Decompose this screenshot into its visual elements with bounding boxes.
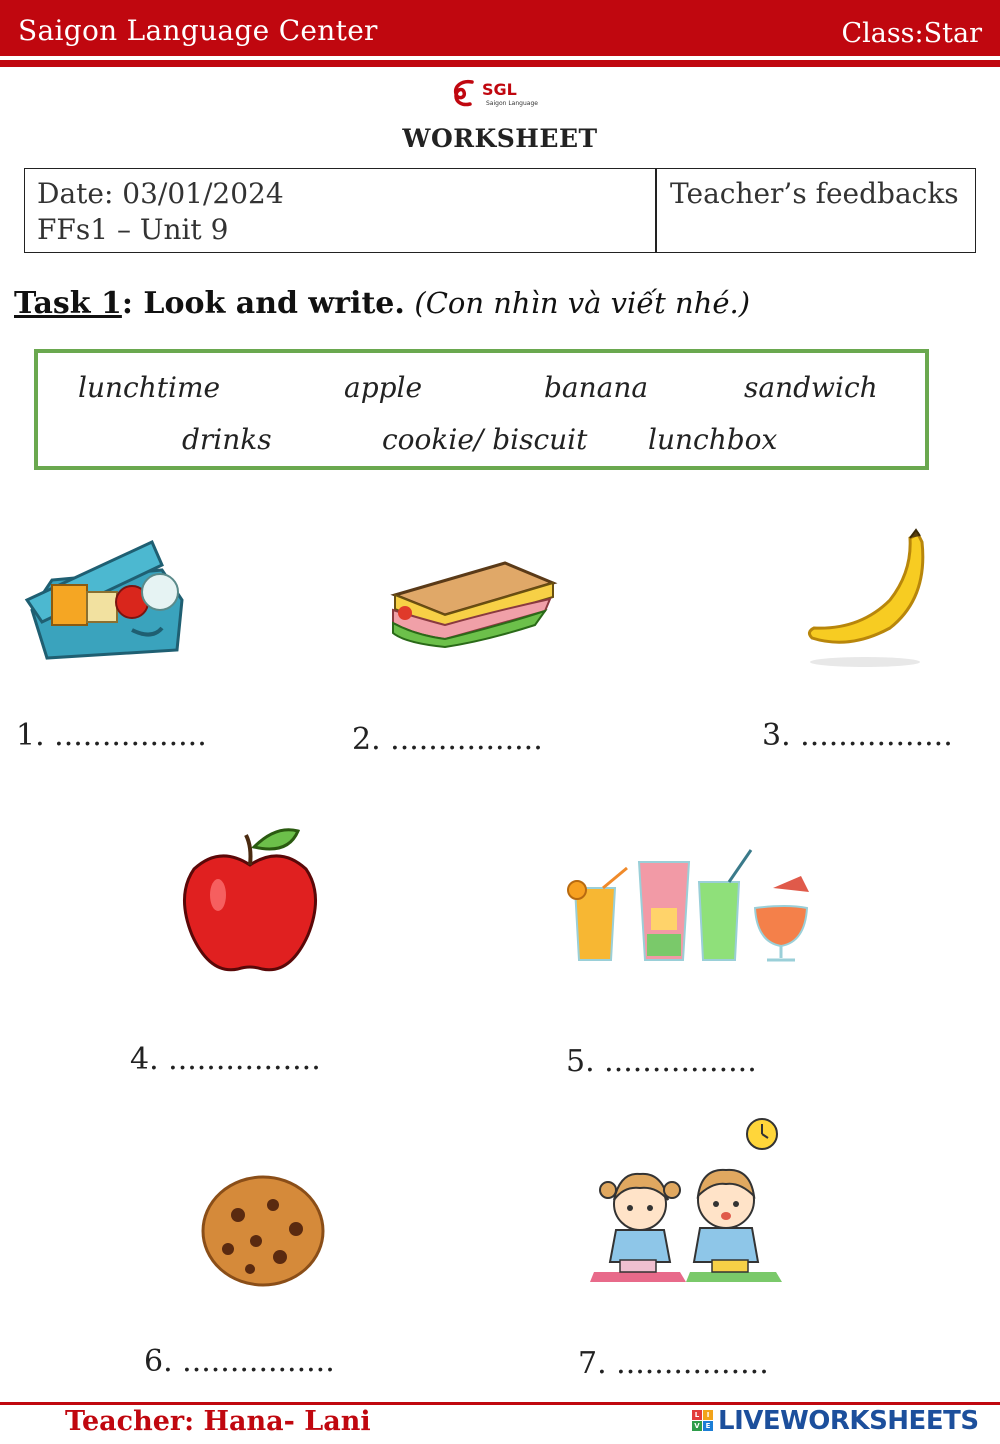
- lunchbox-picture: [12, 530, 202, 665]
- grid-letter: L: [692, 1410, 702, 1420]
- answer-1: 1. ................: [16, 718, 207, 753]
- footer-divider: [0, 1402, 1000, 1405]
- word-drinks: drinks: [182, 423, 272, 456]
- cookie-picture: [178, 1145, 348, 1315]
- word-bank: [34, 349, 929, 470]
- table-divider: [655, 169, 657, 252]
- drinks-picture: [565, 848, 815, 966]
- worksheet-title: WORKSHEET: [402, 124, 598, 153]
- info-table: [24, 168, 976, 253]
- word-lunchbox: lunchbox: [648, 423, 778, 456]
- answer-2: 2. ................: [352, 722, 543, 757]
- task-translation: (Con nhìn và viết nhé.): [414, 286, 751, 320]
- answer-7: 7. ................: [578, 1346, 769, 1381]
- center-name: Saigon Language Center: [18, 14, 378, 47]
- task-title: [14, 286, 750, 321]
- date-text: Date: 03/01/2024: [37, 177, 284, 210]
- grid-letter: V: [692, 1421, 702, 1431]
- sgl-logo: [448, 78, 548, 112]
- grid-letter: I: [703, 1410, 713, 1420]
- answer-3: 3. ................: [762, 718, 953, 753]
- apple-picture: [180, 825, 320, 977]
- sandwich-picture: [385, 555, 560, 650]
- word-banana: banana: [544, 371, 649, 404]
- liveworksheets-grid-icon: [692, 1410, 714, 1432]
- class-label: Class:Star: [841, 18, 982, 49]
- liveworksheets-brand: LIVEWORKSHEETS: [718, 1406, 979, 1436]
- word-lunchtime: lunchtime: [78, 371, 221, 404]
- banana-picture: [800, 528, 930, 670]
- word-apple: apple: [344, 371, 423, 404]
- answer-6: 6. ................: [144, 1344, 335, 1379]
- header-bar: [0, 0, 1000, 56]
- header-divider: [0, 60, 1000, 67]
- sgl-logo-icon: [448, 78, 480, 108]
- task-number: Task 1: [14, 286, 122, 321]
- logo-name: SGL: [482, 80, 517, 99]
- word-sandwich: sandwich: [744, 371, 878, 404]
- unit-text: FFs1 – Unit 9: [37, 213, 229, 246]
- lunchtime-picture: [590, 1112, 785, 1287]
- word-cookie: cookie/ biscuit: [382, 423, 588, 456]
- answer-4: 4. ................: [130, 1042, 321, 1077]
- logo-subtitle: Saigon Language: [486, 100, 538, 107]
- answer-5: 5. ................: [566, 1044, 757, 1079]
- feedback-label: Teacher’s feedbacks: [670, 177, 959, 210]
- task-instruction: : Look and write.: [121, 286, 405, 321]
- teacher-name: Teacher: Hana- Lani: [65, 1406, 371, 1437]
- grid-letter: E: [703, 1421, 713, 1431]
